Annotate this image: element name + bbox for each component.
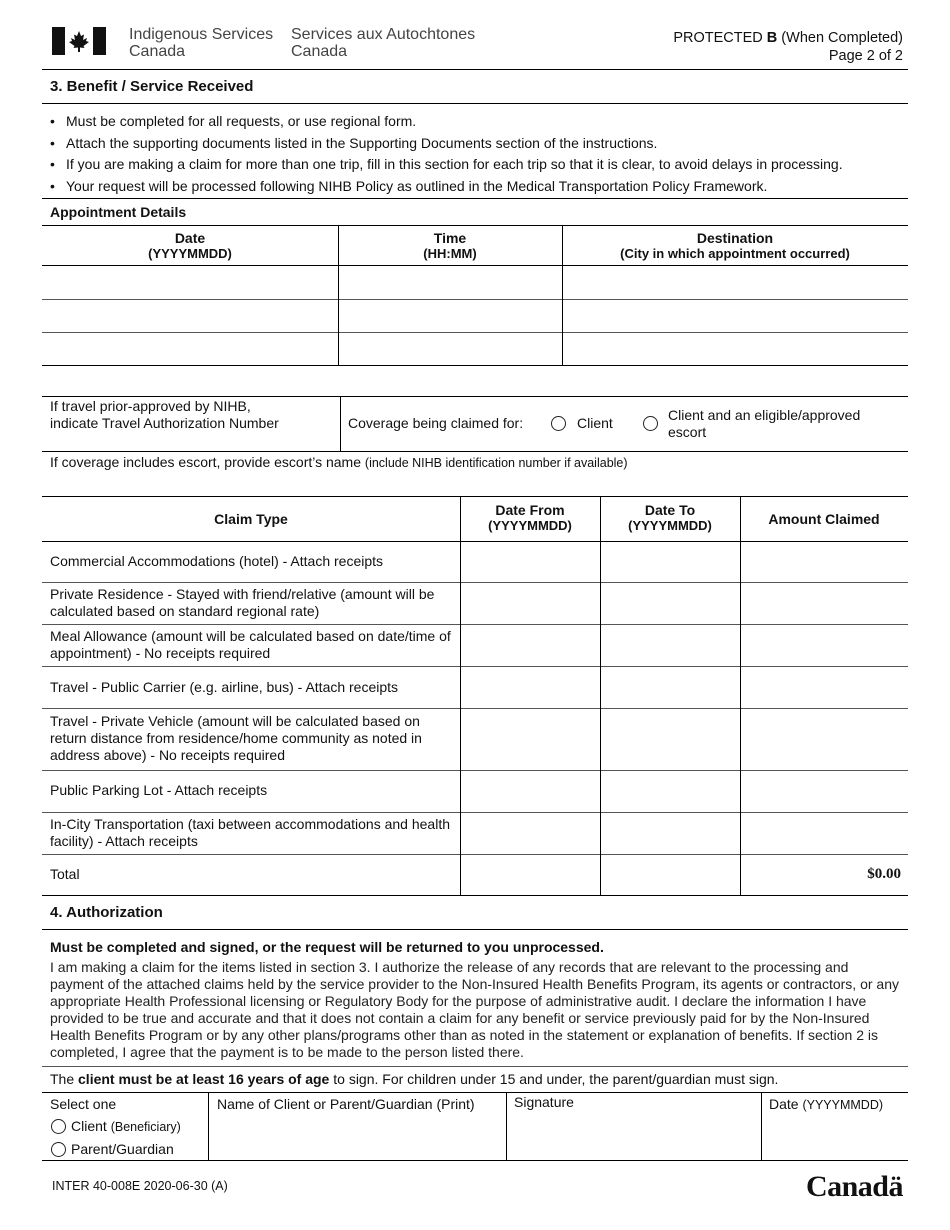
divider	[42, 396, 908, 397]
section4-title: 4. Authorization	[50, 904, 163, 921]
claim-date-from-input[interactable]	[461, 771, 599, 811]
appt-time-input-2[interactable]	[339, 300, 561, 331]
canada-flag-icon	[52, 27, 106, 55]
claim-date-from-input[interactable]	[461, 813, 599, 853]
divider	[42, 1092, 908, 1093]
divider	[42, 451, 908, 452]
name-label: Name of Client or Parent/Guardian (Print)	[217, 1096, 475, 1112]
claim-row-label: Travel - Public Carrier (e.g. airline, bus) - Attach receipts	[50, 679, 399, 695]
protected-label: PROTECTED B (When Completed) Page 2 of 2	[673, 30, 903, 64]
col-header-date-to: Date To (YYYYMMDD)	[628, 502, 712, 533]
divider	[42, 69, 908, 70]
col-header-date-from: Date From (YYYYMMDD)	[488, 502, 572, 533]
claim-row-label: Public Parking Lot - Attach receipts	[50, 782, 268, 798]
divider	[761, 1092, 762, 1160]
age-requirement: The client must be at least 16 years of age to sign. For children under 15 and under, the parent/guardian must sign.	[50, 1071, 779, 1087]
form-id: INTER 40-008E 2020-06-30 (A)	[52, 1179, 228, 1193]
claim-row-label: Meal Allowance (amount will be calculated based on date/time of appointment) - No receipts required	[50, 628, 451, 661]
divider	[42, 929, 908, 930]
claim-amount-input[interactable]	[741, 771, 907, 811]
canada-wordmark: Canadä	[805, 1170, 903, 1203]
appt-destination-input-1[interactable]	[563, 266, 907, 298]
signer-client-label: Client (Beneficiary)	[71, 1118, 181, 1134]
col-header-date: Date (YYYYMMDD)	[148, 230, 232, 261]
divider	[42, 1066, 908, 1067]
total-label: Total	[50, 866, 80, 882]
claim-row-label: Commercial Accommodations (hotel) - Attach receipts	[50, 553, 384, 569]
table-border	[42, 365, 908, 366]
date-label: Date (YYYYMMDD)	[769, 1096, 884, 1112]
col-header-destination: Destination (City in which appointment occurred)	[620, 230, 850, 261]
signature-field[interactable]	[510, 1114, 758, 1156]
col-header-claim-type: Claim Type	[214, 511, 288, 527]
section3-title: 3. Benefit / Service Received	[50, 78, 254, 95]
appt-destination-input-2[interactable]	[563, 300, 907, 331]
claim-date-from-input[interactable]	[461, 625, 599, 665]
claim-row-label: In-City Transportation (taxi between accommodations and health facility) - Attach receipts	[50, 816, 450, 849]
escort-name-label: If coverage includes escort, provide escort’s name (include NIHB identification number if available)	[50, 454, 628, 470]
list-item: • Must be completed for all requests, or use regional form.	[50, 111, 843, 133]
appt-time-input-1[interactable]	[339, 266, 561, 298]
total-date-to-cell	[601, 855, 739, 894]
claim-date-to-input[interactable]	[601, 667, 739, 707]
table-border	[42, 225, 908, 226]
list-item: • Your request will be processed following NIHB Policy as outlined in the Medical Transportation Policy Framework.	[50, 176, 843, 198]
col-header-amount: Amount Claimed	[768, 511, 880, 527]
divider	[42, 198, 908, 199]
claim-row-label: Private Residence - Stayed with friend/relative (amount will be calculated based on standard regional rate)	[50, 586, 435, 619]
claim-date-from-input[interactable]	[461, 709, 599, 769]
table-border	[42, 895, 908, 896]
claim-date-to-input[interactable]	[601, 625, 739, 665]
claim-date-to-input[interactable]	[601, 709, 739, 769]
claim-date-to-input[interactable]	[601, 542, 739, 581]
appt-time-input-3[interactable]	[339, 333, 561, 364]
select-one-label: Select one	[50, 1096, 117, 1112]
signer-client-radio[interactable]	[51, 1119, 66, 1134]
divider	[42, 103, 908, 104]
divider	[208, 1092, 209, 1160]
page-number: Page 2 of 2	[828, 48, 903, 64]
coverage-escort-label: Client and an eligible/approved escort	[668, 407, 861, 440]
date-input[interactable]	[765, 1116, 905, 1156]
total-date-from-cell	[461, 855, 599, 894]
dept-name-fr: Services aux Autochtones Canada	[291, 26, 476, 60]
claim-date-to-input[interactable]	[601, 813, 739, 853]
claim-date-from-input[interactable]	[461, 667, 599, 707]
divider	[42, 1160, 908, 1161]
coverage-escort-radio[interactable]	[643, 416, 658, 431]
dept-name-en: Indigenous Services Canada	[129, 26, 274, 60]
claim-date-from-input[interactable]	[461, 542, 599, 581]
table-border	[42, 496, 908, 497]
travel-auth-label: If travel prior-approved by NIHB, indicate Travel Authorization Number	[50, 398, 279, 431]
signature-label: Signature	[514, 1094, 574, 1110]
name-input[interactable]	[212, 1116, 502, 1156]
coverage-client-label: Client	[577, 415, 613, 431]
claim-amount-input[interactable]	[741, 583, 907, 623]
claim-amount-input[interactable]	[741, 709, 907, 769]
escort-name-input[interactable]	[50, 472, 908, 492]
travel-auth-input[interactable]	[215, 432, 335, 449]
claim-date-to-input[interactable]	[601, 583, 739, 623]
claim-amount-input[interactable]	[741, 813, 907, 853]
appointment-details-title: Appointment Details	[50, 204, 187, 220]
signer-parent-radio[interactable]	[51, 1142, 66, 1157]
signer-parent-label: Parent/Guardian	[71, 1141, 174, 1157]
appt-date-input-1[interactable]	[43, 266, 337, 298]
coverage-client-radio[interactable]	[551, 416, 566, 431]
appt-date-input-3[interactable]	[43, 333, 337, 364]
claim-date-from-input[interactable]	[461, 583, 599, 623]
list-item: • Attach the supporting documents listed in the Supporting Documents section of the instructions.	[50, 133, 843, 155]
divider	[506, 1092, 507, 1160]
list-item: • If you are making a claim for more than one trip, fill in this section for each trip so that it is clear, to avoid delays in processing.	[50, 154, 843, 176]
col-header-time: Time (HH:MM)	[423, 230, 477, 261]
instruction-list	[50, 111, 843, 197]
must-complete-notice: Must be completed and signed, or the request will be returned to you unprocessed.	[50, 939, 604, 955]
claim-amount-input[interactable]	[741, 625, 907, 665]
claim-amount-input[interactable]	[741, 542, 907, 581]
divider	[340, 396, 341, 451]
appt-date-input-2[interactable]	[43, 300, 337, 331]
authorization-statement: I am making a claim for the items listed in section 3. I authorize the release of any records that are relevant to the processing and payment of the attached claims held by the service provider to the Non-Insured Health Benefits Program, its agents or contractors, or any appropriate Health Professional licensing or Regulatory Body for the purpose of administrative audit. I declare the information I have provided to be true and accurate and that it does not contain a claim for any benefit or service previously paid for by the Non-Insured Health Benefits Program or by any other plans/programs other than as noted in the statement or explanation of benefits. If section 2 is completed, I agree that the payment is to be made to the person listed there.	[50, 959, 899, 1060]
appt-destination-input-3[interactable]	[563, 333, 907, 364]
claim-amount-input[interactable]	[741, 667, 907, 707]
total-amount: $0.00	[867, 866, 901, 882]
coverage-label: Coverage being claimed for:	[348, 415, 524, 431]
claim-date-to-input[interactable]	[601, 771, 739, 811]
claim-row-label: Travel - Private Vehicle (amount will be calculated based on return distance from residence/home community as noted in address above) - No receipts required	[50, 713, 422, 763]
